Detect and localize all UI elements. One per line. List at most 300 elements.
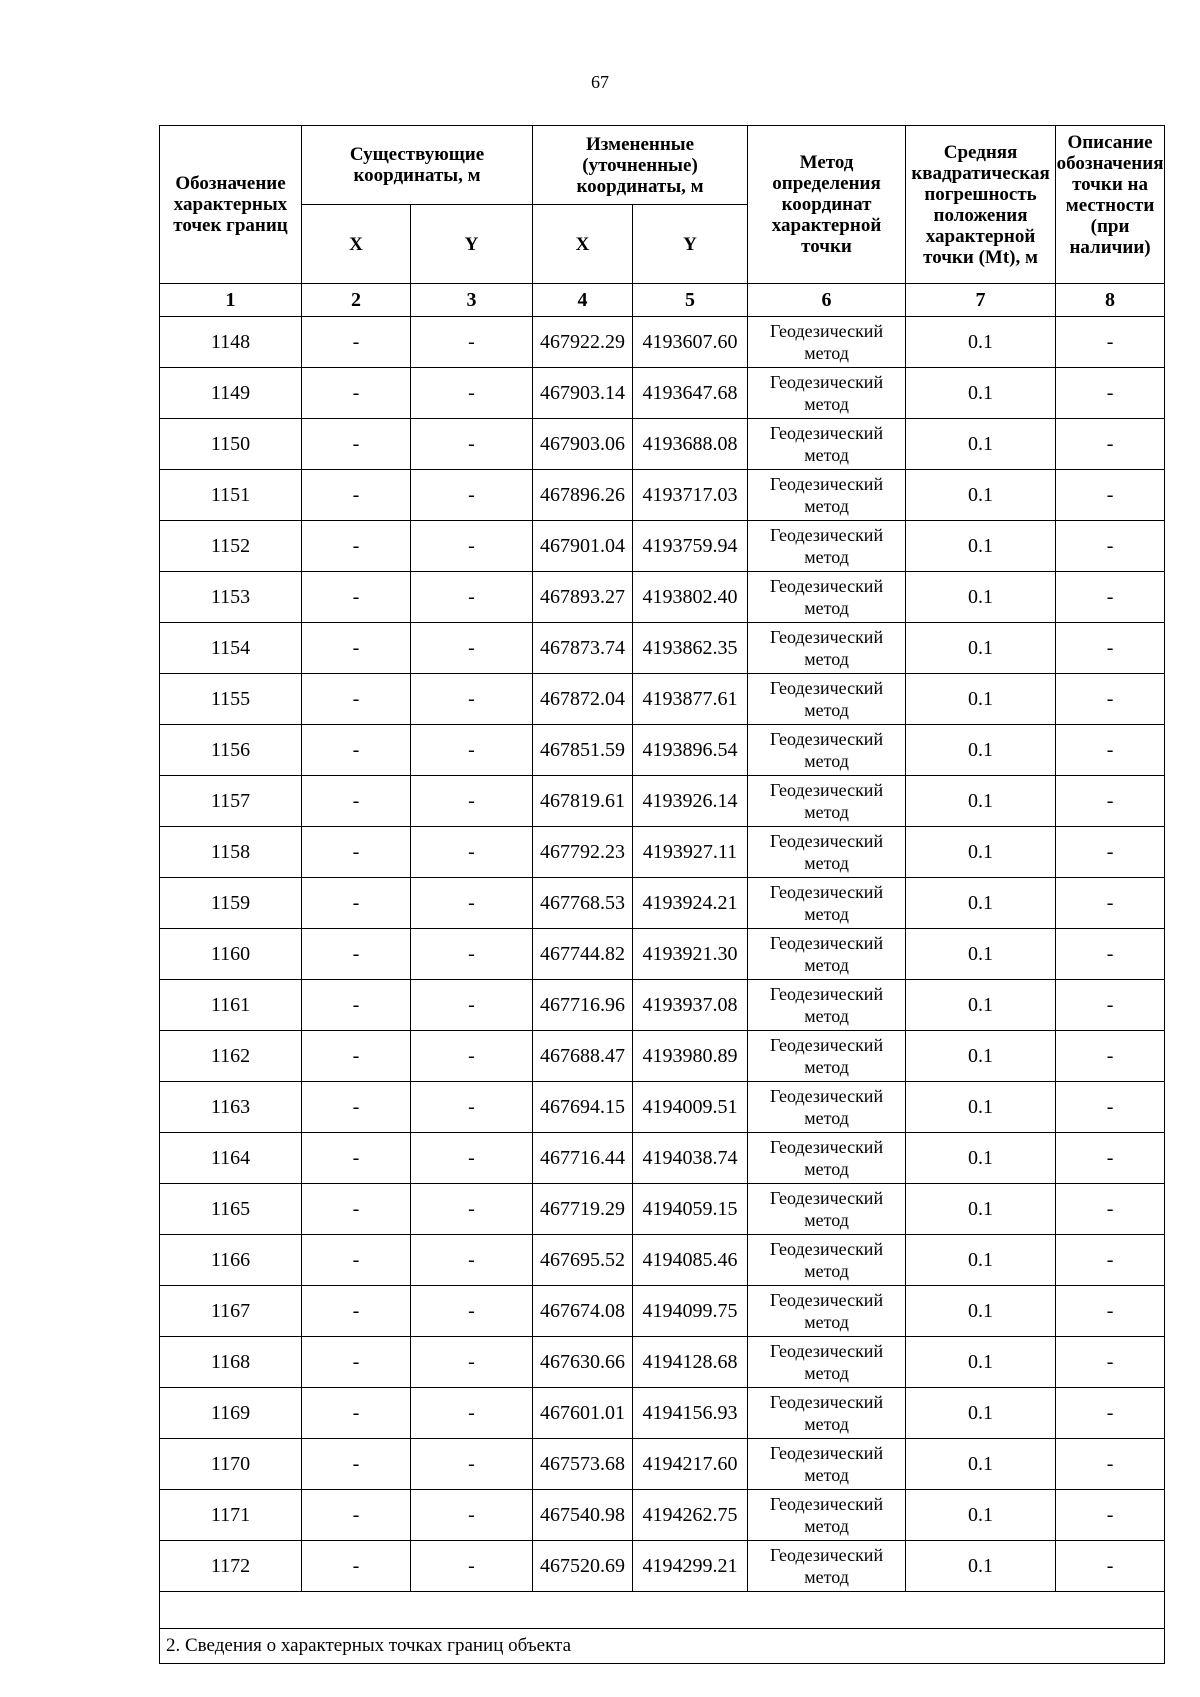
existing-y: -	[411, 980, 533, 1031]
mean-square-error: 0.1	[906, 419, 1056, 470]
method	[748, 1337, 906, 1388]
table-row	[160, 827, 1165, 878]
changed-y: 4193937.08	[633, 980, 748, 1031]
point-description: -	[1056, 521, 1165, 572]
header-error: Средняя квадратическая погрешность положения характерной точки (Mt), м	[906, 126, 1056, 284]
table-row	[160, 929, 1165, 980]
point-designation: 1167	[160, 1286, 302, 1337]
existing-x: -	[302, 419, 411, 470]
section-caption: 2. Сведения о характерных точках границ объекта	[160, 1629, 1165, 1664]
changed-y: 4194128.68	[633, 1337, 748, 1388]
changed-y: 4193924.21	[633, 878, 748, 929]
method-text: Геодезический	[769, 1086, 884, 1106]
changed-x: 467903.14	[533, 368, 633, 419]
method-text: метод	[804, 751, 849, 771]
column-number: 4	[533, 284, 633, 317]
table-row	[160, 1490, 1165, 1541]
table-row	[160, 1439, 1165, 1490]
method-text: метод	[804, 1312, 849, 1332]
table-row	[160, 980, 1165, 1031]
table-row	[160, 878, 1165, 929]
point-designation: 1157	[160, 776, 302, 827]
changed-y: 4194038.74	[633, 1133, 748, 1184]
table-row	[160, 1388, 1165, 1439]
mean-square-error: 0.1	[906, 317, 1056, 368]
method-text: Геодезический	[769, 678, 884, 698]
method	[748, 1133, 906, 1184]
method	[748, 725, 906, 776]
mean-square-error: 0.1	[906, 1490, 1056, 1541]
method-text: Геодезический	[769, 1545, 884, 1565]
point-description: -	[1056, 827, 1165, 878]
existing-y: -	[411, 521, 533, 572]
changed-y: 4194059.15	[633, 1184, 748, 1235]
method-text: метод	[804, 1057, 849, 1077]
header-point-designation: Обозначение характерных точек границ	[160, 126, 302, 284]
method	[748, 1031, 906, 1082]
changed-x: 467922.29	[533, 317, 633, 368]
method	[748, 980, 906, 1031]
method-text: метод	[804, 496, 849, 516]
point-designation: 1158	[160, 827, 302, 878]
table-row	[160, 1337, 1165, 1388]
point-designation: 1148	[160, 317, 302, 368]
method-text: метод	[804, 1210, 849, 1230]
method	[748, 1541, 906, 1592]
column-number: 6	[748, 284, 906, 317]
empty-row	[160, 1592, 1165, 1629]
method-text: Геодезический	[769, 576, 884, 596]
point-description: -	[1056, 1184, 1165, 1235]
existing-x: -	[302, 572, 411, 623]
mean-square-error: 0.1	[906, 1286, 1056, 1337]
changed-x: 467630.66	[533, 1337, 633, 1388]
point-description: -	[1056, 1235, 1165, 1286]
mean-square-error: 0.1	[906, 521, 1056, 572]
table-row	[160, 1286, 1165, 1337]
existing-y: -	[411, 1184, 533, 1235]
method-text: метод	[804, 1414, 849, 1434]
mean-square-error: 0.1	[906, 674, 1056, 725]
method-text: Геодезический	[769, 933, 884, 953]
table-row	[160, 1031, 1165, 1082]
existing-x: -	[302, 929, 411, 980]
column-number: 1	[160, 284, 302, 317]
changed-y: 4193877.61	[633, 674, 748, 725]
existing-y: -	[411, 470, 533, 521]
existing-x: -	[302, 521, 411, 572]
existing-x: -	[302, 1541, 411, 1592]
changed-y: 4194262.75	[633, 1490, 748, 1541]
point-designation: 1151	[160, 470, 302, 521]
point-designation: 1149	[160, 368, 302, 419]
point-description: -	[1056, 623, 1165, 674]
changed-x: 467674.08	[533, 1286, 633, 1337]
existing-x: -	[302, 317, 411, 368]
existing-x: -	[302, 878, 411, 929]
point-description: -	[1056, 368, 1165, 419]
column-number: 5	[633, 284, 748, 317]
method	[748, 1184, 906, 1235]
method-text: Геодезический	[769, 1341, 884, 1361]
point-description: -	[1056, 1031, 1165, 1082]
method-text: Геодезический	[769, 1392, 884, 1412]
point-designation: 1152	[160, 521, 302, 572]
existing-y: -	[411, 419, 533, 470]
existing-x: -	[302, 1337, 411, 1388]
method	[748, 776, 906, 827]
existing-y: -	[411, 572, 533, 623]
changed-y: 4194099.75	[633, 1286, 748, 1337]
changed-y: 4193980.89	[633, 1031, 748, 1082]
changed-x: 467851.59	[533, 725, 633, 776]
header-changed-coordinates: Измененные (уточненные) координаты, м	[533, 126, 748, 205]
point-description: -	[1056, 674, 1165, 725]
method-text: метод	[804, 700, 849, 720]
existing-x: -	[302, 1133, 411, 1184]
existing-y: -	[411, 776, 533, 827]
table-row	[160, 1133, 1165, 1184]
method	[748, 470, 906, 521]
method-text: метод	[804, 445, 849, 465]
method-text: Геодезический	[769, 474, 884, 494]
changed-y: 4194009.51	[633, 1082, 748, 1133]
changed-x: 467819.61	[533, 776, 633, 827]
mean-square-error: 0.1	[906, 470, 1056, 521]
method-text: Геодезический	[769, 423, 884, 443]
changed-y: 4193717.03	[633, 470, 748, 521]
changed-y: 4193926.14	[633, 776, 748, 827]
existing-x: -	[302, 1388, 411, 1439]
method-text: Геодезический	[769, 729, 884, 749]
changed-x: 467873.74	[533, 623, 633, 674]
point-description: -	[1056, 980, 1165, 1031]
existing-y: -	[411, 1388, 533, 1439]
method-text: Геодезический	[769, 1035, 884, 1055]
method-text: Геодезический	[769, 1137, 884, 1157]
point-description: -	[1056, 929, 1165, 980]
point-description: -	[1056, 419, 1165, 470]
table-row	[160, 776, 1165, 827]
existing-x: -	[302, 1031, 411, 1082]
existing-x: -	[302, 980, 411, 1031]
method-text: метод	[804, 1159, 849, 1179]
method-text: Геодезический	[769, 1443, 884, 1463]
point-designation: 1169	[160, 1388, 302, 1439]
header-changed-x: X	[533, 205, 633, 284]
point-description: -	[1056, 1388, 1165, 1439]
table-row	[160, 419, 1165, 470]
method-text: Геодезический	[769, 1239, 884, 1259]
method-text: метод	[804, 394, 849, 414]
method	[748, 827, 906, 878]
method-text: метод	[804, 547, 849, 567]
existing-y: -	[411, 827, 533, 878]
point-designation: 1170	[160, 1439, 302, 1490]
method	[748, 1286, 906, 1337]
changed-x: 467695.52	[533, 1235, 633, 1286]
method-text: Геодезический	[769, 882, 884, 902]
method-text: метод	[804, 955, 849, 975]
existing-x: -	[302, 368, 411, 419]
existing-x: -	[302, 470, 411, 521]
method	[748, 1388, 906, 1439]
method	[748, 1490, 906, 1541]
existing-x: -	[302, 1286, 411, 1337]
point-designation: 1163	[160, 1082, 302, 1133]
existing-x: -	[302, 674, 411, 725]
point-description: -	[1056, 1490, 1165, 1541]
method-text: метод	[804, 904, 849, 924]
mean-square-error: 0.1	[906, 1541, 1056, 1592]
method-text: метод	[804, 1006, 849, 1026]
method	[748, 674, 906, 725]
point-designation: 1171	[160, 1490, 302, 1541]
header-description	[1056, 126, 1165, 284]
changed-x: 467901.04	[533, 521, 633, 572]
point-designation: 1153	[160, 572, 302, 623]
mean-square-error: 0.1	[906, 1082, 1056, 1133]
mean-square-error: 0.1	[906, 929, 1056, 980]
method	[748, 1235, 906, 1286]
point-description: -	[1056, 725, 1165, 776]
mean-square-error: 0.1	[906, 1439, 1056, 1490]
table-row	[160, 725, 1165, 776]
point-description: -	[1056, 470, 1165, 521]
changed-x: 467694.15	[533, 1082, 633, 1133]
point-designation: 1160	[160, 929, 302, 980]
existing-y: -	[411, 1337, 533, 1388]
changed-x: 467744.82	[533, 929, 633, 980]
changed-x: 467688.47	[533, 1031, 633, 1082]
method	[748, 1082, 906, 1133]
existing-y: -	[411, 1286, 533, 1337]
point-designation: 1154	[160, 623, 302, 674]
point-description: -	[1056, 1439, 1165, 1490]
changed-x: 467893.27	[533, 572, 633, 623]
column-number: 2	[302, 284, 411, 317]
table-row	[160, 317, 1165, 368]
mean-square-error: 0.1	[906, 1337, 1056, 1388]
method-text: Геодезический	[769, 372, 884, 392]
table-row	[160, 1184, 1165, 1235]
mean-square-error: 0.1	[906, 827, 1056, 878]
point-description: -	[1056, 878, 1165, 929]
changed-y: 4193927.11	[633, 827, 748, 878]
mean-square-error: 0.1	[906, 1388, 1056, 1439]
table-row	[160, 623, 1165, 674]
changed-x: 467872.04	[533, 674, 633, 725]
existing-y: -	[411, 623, 533, 674]
method-text: метод	[804, 1516, 849, 1536]
changed-y: 4193607.60	[633, 317, 748, 368]
method-text: метод	[804, 1465, 849, 1485]
point-description: -	[1056, 572, 1165, 623]
point-description: -	[1056, 1133, 1165, 1184]
method-text: Геодезический	[769, 831, 884, 851]
method	[748, 572, 906, 623]
changed-y: 4193862.35	[633, 623, 748, 674]
existing-y: -	[411, 1235, 533, 1286]
method-text: метод	[804, 343, 849, 363]
mean-square-error: 0.1	[906, 1031, 1056, 1082]
method	[748, 317, 906, 368]
point-designation: 1162	[160, 1031, 302, 1082]
method-text: Геодезический	[769, 984, 884, 1004]
coordinates-table	[159, 125, 1165, 1664]
existing-y: -	[411, 929, 533, 980]
changed-y: 4193759.94	[633, 521, 748, 572]
method-text: метод	[804, 1108, 849, 1128]
existing-y: -	[411, 725, 533, 776]
column-number: 3	[411, 284, 533, 317]
mean-square-error: 0.1	[906, 623, 1056, 674]
method	[748, 419, 906, 470]
point-designation: 1166	[160, 1235, 302, 1286]
point-description: -	[1056, 1541, 1165, 1592]
table-row	[160, 572, 1165, 623]
method	[748, 1439, 906, 1490]
method-text: метод	[804, 1363, 849, 1383]
existing-y: -	[411, 1541, 533, 1592]
changed-x: 467768.53	[533, 878, 633, 929]
changed-y: 4194156.93	[633, 1388, 748, 1439]
existing-x: -	[302, 827, 411, 878]
method-text: метод	[804, 598, 849, 618]
method-text: метод	[804, 802, 849, 822]
changed-y: 4193921.30	[633, 929, 748, 980]
changed-x: 467601.01	[533, 1388, 633, 1439]
table-row	[160, 470, 1165, 521]
header-description-text: Описание обозначения точки на местности (при наличии)	[1056, 131, 1164, 258]
method-text: Геодезический	[769, 1494, 884, 1514]
existing-x: -	[302, 776, 411, 827]
changed-x: 467520.69	[533, 1541, 633, 1592]
point-designation: 1155	[160, 674, 302, 725]
existing-y: -	[411, 878, 533, 929]
existing-x: -	[302, 725, 411, 776]
table-row	[160, 368, 1165, 419]
changed-x: 467573.68	[533, 1439, 633, 1490]
point-designation: 1164	[160, 1133, 302, 1184]
header-method: Метод определения координат характерной точки	[748, 126, 906, 284]
method-text: Геодезический	[769, 1188, 884, 1208]
mean-square-error: 0.1	[906, 1133, 1056, 1184]
mean-square-error: 0.1	[906, 776, 1056, 827]
existing-y: -	[411, 368, 533, 419]
method-text: Геодезический	[769, 627, 884, 647]
point-designation: 1161	[160, 980, 302, 1031]
method-text: метод	[804, 649, 849, 669]
mean-square-error: 0.1	[906, 1235, 1056, 1286]
method-text: метод	[804, 853, 849, 873]
method-text: метод	[804, 1261, 849, 1281]
header-existing-x: X	[302, 205, 411, 284]
point-designation: 1156	[160, 725, 302, 776]
existing-x: -	[302, 1184, 411, 1235]
table-row	[160, 1235, 1165, 1286]
existing-x: -	[302, 1082, 411, 1133]
method-text: Геодезический	[769, 525, 884, 545]
column-number: 8	[1056, 284, 1165, 317]
existing-y: -	[411, 1031, 533, 1082]
point-description: -	[1056, 1337, 1165, 1388]
table-row	[160, 1082, 1165, 1133]
column-number: 7	[906, 284, 1056, 317]
existing-x: -	[302, 1490, 411, 1541]
existing-y: -	[411, 1439, 533, 1490]
method	[748, 368, 906, 419]
point-designation: 1165	[160, 1184, 302, 1235]
point-description: -	[1056, 1082, 1165, 1133]
method	[748, 878, 906, 929]
mean-square-error: 0.1	[906, 878, 1056, 929]
changed-y: 4193647.68	[633, 368, 748, 419]
existing-y: -	[411, 1490, 533, 1541]
table-row	[160, 1541, 1165, 1592]
changed-x: 467792.23	[533, 827, 633, 878]
method	[748, 623, 906, 674]
method-text: метод	[804, 1567, 849, 1587]
changed-x: 467896.26	[533, 470, 633, 521]
table-row	[160, 674, 1165, 725]
existing-y: -	[411, 1082, 533, 1133]
point-designation: 1150	[160, 419, 302, 470]
method-text: Геодезический	[769, 1290, 884, 1310]
changed-y: 4193802.40	[633, 572, 748, 623]
changed-x: 467540.98	[533, 1490, 633, 1541]
changed-x: 467903.06	[533, 419, 633, 470]
existing-x: -	[302, 623, 411, 674]
point-designation: 1168	[160, 1337, 302, 1388]
point-designation: 1159	[160, 878, 302, 929]
column-numbers-row	[160, 284, 1165, 317]
changed-x: 467716.96	[533, 980, 633, 1031]
changed-y: 4193688.08	[633, 419, 748, 470]
point-description: -	[1056, 317, 1165, 368]
changed-x: 467716.44	[533, 1133, 633, 1184]
method	[748, 929, 906, 980]
header-existing-y: Y	[411, 205, 533, 284]
header-existing-coordinates: Существующие координаты, м	[302, 126, 533, 205]
mean-square-error: 0.1	[906, 1184, 1056, 1235]
page-number: 67	[591, 72, 609, 92]
method-text: Геодезический	[769, 321, 884, 341]
section-caption-row	[160, 1629, 1165, 1664]
existing-x: -	[302, 1439, 411, 1490]
existing-y: -	[411, 1133, 533, 1184]
existing-x: -	[302, 1235, 411, 1286]
table-row	[160, 521, 1165, 572]
point-description: -	[1056, 1286, 1165, 1337]
point-description: -	[1056, 776, 1165, 827]
mean-square-error: 0.1	[906, 725, 1056, 776]
changed-y: 4194217.60	[633, 1439, 748, 1490]
changed-x: 467719.29	[533, 1184, 633, 1235]
changed-y: 4193896.54	[633, 725, 748, 776]
mean-square-error: 0.1	[906, 368, 1056, 419]
coordinates-body	[160, 317, 1165, 1592]
changed-y: 4194085.46	[633, 1235, 748, 1286]
mean-square-error: 0.1	[906, 572, 1056, 623]
method-text: Геодезический	[769, 780, 884, 800]
method	[748, 521, 906, 572]
existing-y: -	[411, 317, 533, 368]
existing-y: -	[411, 674, 533, 725]
changed-y: 4194299.21	[633, 1541, 748, 1592]
mean-square-error: 0.1	[906, 980, 1056, 1031]
header-changed-y: Y	[633, 205, 748, 284]
